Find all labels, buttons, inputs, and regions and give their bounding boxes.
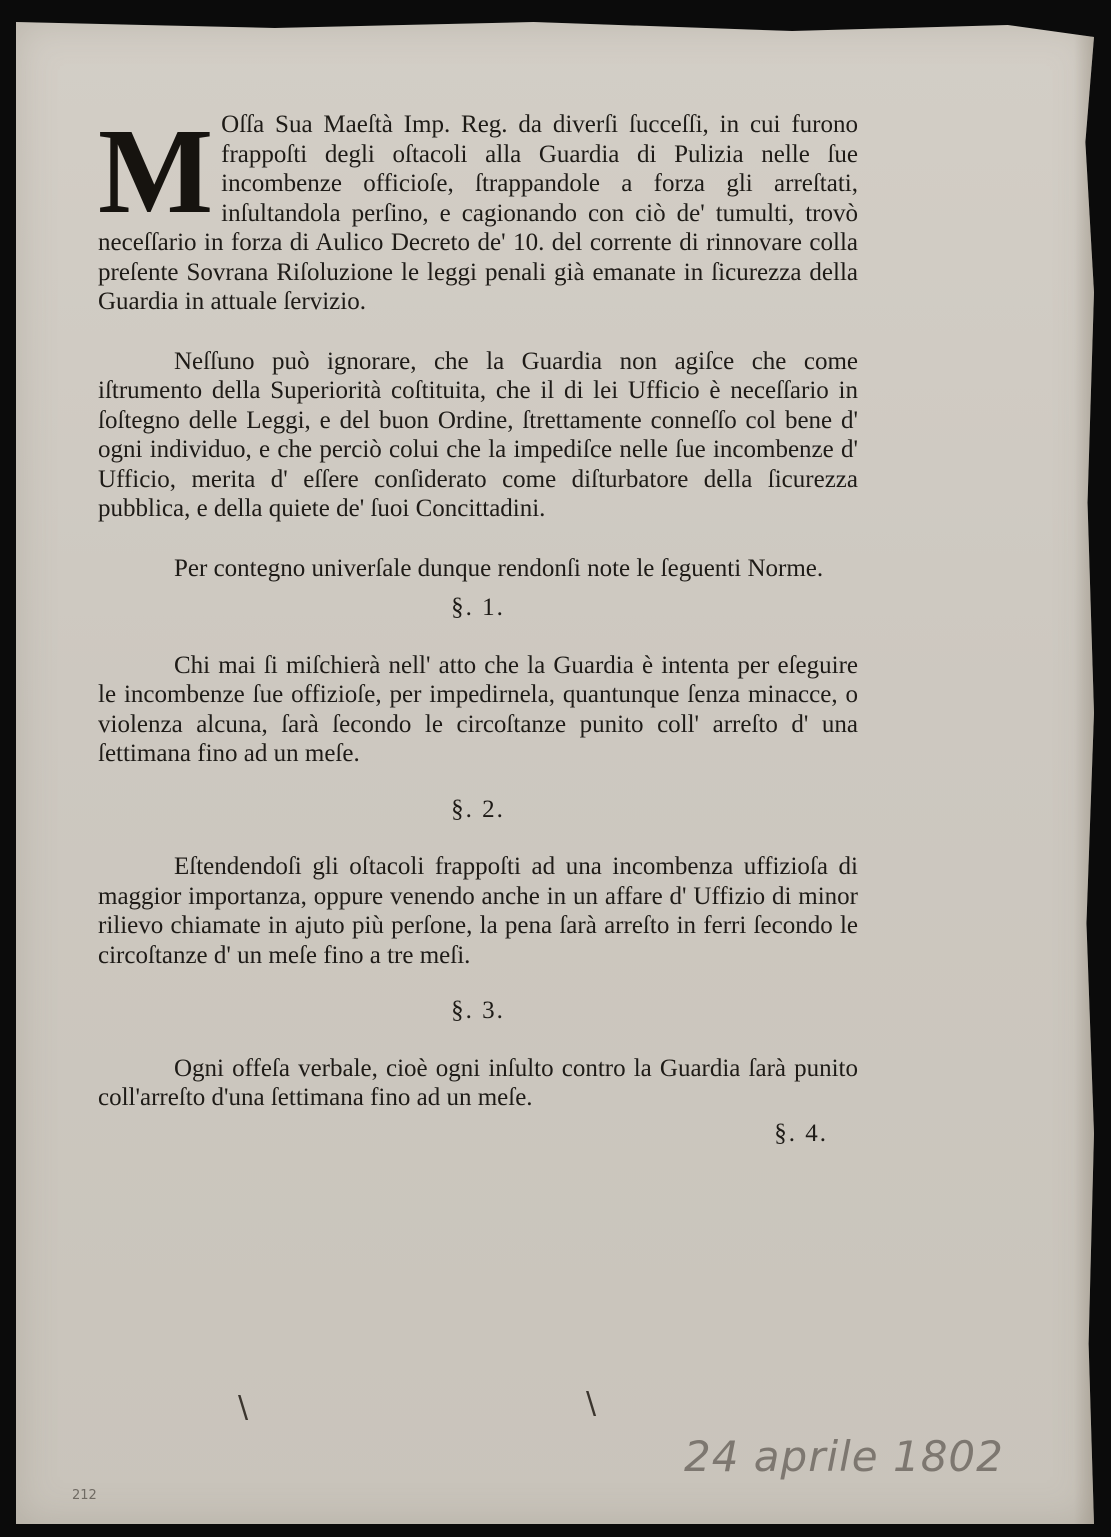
section-3-text: Ogni offeſa verbale, cioè ogni inſulto contro la Guardia ſarà punito coll'arreſto d'una ſettimana fino ad un meſe. (98, 1054, 858, 1111)
stray-mark-right: \ (586, 1386, 597, 1421)
torn-right-edge (1074, 22, 1094, 1524)
dropcap-initial: M (98, 104, 214, 239)
paragraph-norms: Per contegno univerſale dunque rendonſi note le ſeguenti Norme. (174, 554, 824, 582)
section-1-text: Chi mai ſi miſchierà nell' atto che la Guardia è intenta per eſeguire le incombenze ſue offizioſe, per impedirnela, quantunque ſenza minacce, o violenza alcuna, ſarà ſecondo le circoſtanze punito coll' arreſto d' una ſettimana fino ad un meſe. (98, 651, 858, 767)
section-1-mark: §. 1. (451, 594, 505, 621)
decree-text (98, 104, 858, 1148)
section-2-mark: §. 2. (451, 795, 505, 823)
handwritten-date: 24 aprile 1802 (684, 1432, 1004, 1481)
catchword-section-4: §. 4. (774, 1119, 828, 1147)
stray-mark-left: \ (238, 1390, 249, 1425)
intro-paragraph (98, 104, 858, 317)
archive-number: 212 (72, 1488, 97, 1503)
section-3-mark: §. 3. (451, 997, 505, 1024)
paragraph-guard-role: Neſſuno può ignorare, che la Guardia non agiſce che come iſtrumento della Superiorità coſtituita, che il di lei Ufficio è neceſſario in ſoſtegno delle Leggi, e del buon Ordine, ſtrettamente conneſſo col bene d' ogni individuo, e che perciò colui che la impediſce nelle ſue incombenze d' Ufficio, merita d' eſſere conſiderato come diſturbatore della ſicurezza pubblica, e della quiete de' ſuoi Concittadini. (98, 347, 858, 522)
intro-text: Oſſa Sua Maeſtà Imp. Reg. da diverſi ſucceſſi, in cui furono frappoſti degli oſtacoli alla Guardia di Pulizia nelle ſue incombenze officioſe, ſtrappandole a forza gli arreſtati, inſultandola perſino, e cagionando con ciò de' tumulti, trovò neceſſario in forza di Aulico Decreto de' 10. del corrente di rinnovare colla preſente Sovrana Riſoluzione le leggi penali già emanate in ſicurezza della Guardia in attuale ſervizio. (98, 111, 858, 315)
section-2-text: Eſtendendoſi gli oſtacoli frappoſti ad una incombenza uffizioſa di maggior importanza, oppure venendo anche in un affare d' Uffizio di minor rilievo chiamate in ajuto più perſone, la pena ſarà arreſto in ferri ſecondo le circoſtanze d' un meſe fino a tre meſi. (98, 853, 858, 969)
